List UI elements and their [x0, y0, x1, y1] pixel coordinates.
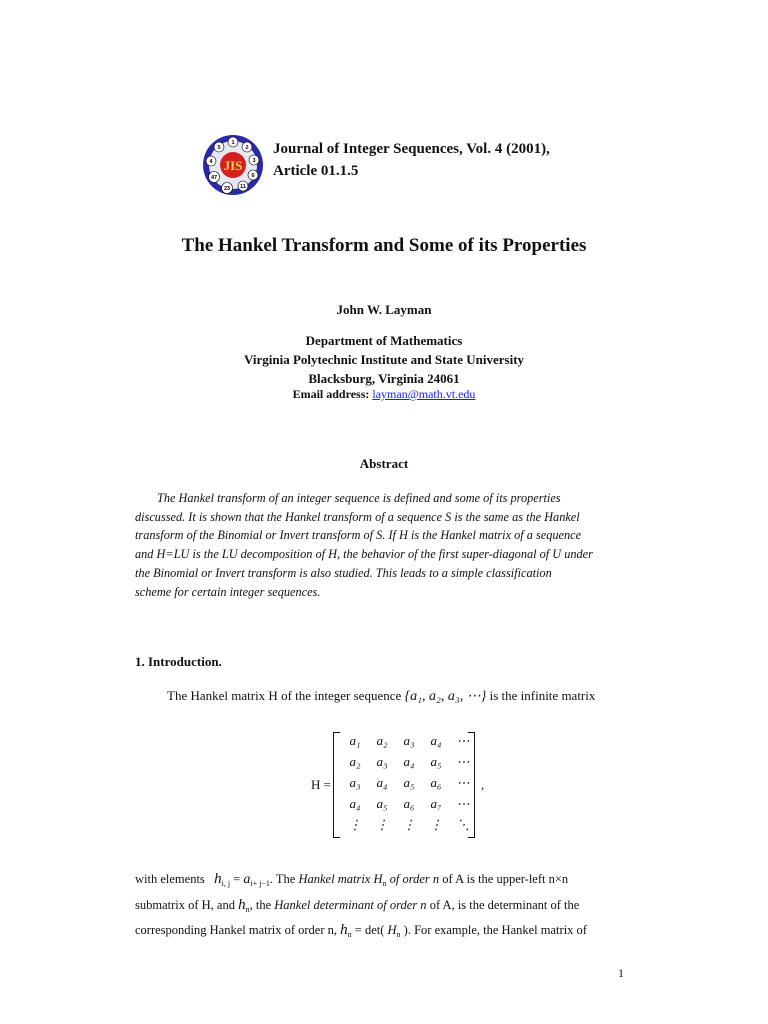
symbol-h-sub: n	[245, 905, 250, 914]
journal-citation-line2: Article 01.1.5	[273, 163, 359, 179]
abstract-line: transform of the Binomial or Invert transform of S. If H is the Hankel matrix of a sequence	[135, 528, 582, 543]
journal-logo	[201, 133, 265, 197]
matrix-cell: ⋮	[429, 817, 443, 832]
matrix-cell: ⋯	[456, 796, 470, 811]
intro-sentence	[167, 688, 683, 705]
logo-number: 5	[217, 145, 221, 151]
matrix-cell: a₄	[403, 754, 415, 769]
matrix-cell: a₅	[403, 775, 415, 790]
paragraph-line-2	[135, 897, 651, 914]
email-label: Email address:	[292, 387, 370, 401]
abstract-text	[135, 489, 651, 601]
matrix-cell: ⋯	[456, 733, 470, 748]
matrix-cell: a₂	[376, 733, 388, 748]
abstract-line: the Binomial or Invert transform is also studied. This leads to a simple classification	[135, 565, 552, 580]
logo-number: 3	[252, 158, 256, 164]
text-segment: of A, is the determinant of the	[429, 898, 580, 912]
logo-number: 2	[245, 145, 249, 151]
email-line	[0, 387, 768, 402]
symbol-H-sub: n	[396, 930, 401, 939]
symbol-h: h	[238, 897, 246, 913]
abstract-line: discussed. It is shown that the Hankel transform of a sequence S is the same as the Hankel	[135, 509, 580, 524]
journal-citation-line1: Journal of Integer Sequences, Vol. 4 (2001),	[273, 141, 550, 157]
author-name: John W. Layman	[336, 302, 432, 317]
abstract-line: and H=LU is the LU decomposition of H, the behavior of the first super-diagonal of U under	[135, 547, 593, 562]
matrix-cell: a₅	[430, 754, 442, 769]
matrix-cell: ⋮	[402, 817, 416, 832]
symbol-H: H	[387, 923, 397, 937]
text-segment: . The	[269, 872, 296, 886]
matrix-cell: a₆	[403, 796, 415, 811]
logo-number: 11	[240, 184, 246, 190]
symbol-H-sub: n	[382, 879, 387, 888]
text-segment: = det(	[354, 923, 385, 937]
matrix-cell: a₃	[403, 733, 415, 748]
affiliation-block	[0, 331, 768, 388]
symbol-h-sub: n	[347, 930, 352, 939]
section-heading-introduction: 1. Introduction.	[135, 654, 222, 669]
logo-number: 47	[210, 175, 218, 181]
matrix-cell: a₃	[349, 775, 361, 790]
matrix-cell: a₆	[430, 775, 442, 790]
logo-number: 1	[231, 140, 235, 146]
matrix-cell: a₄	[349, 796, 361, 811]
hankel-matrix	[333, 730, 475, 840]
matrix-cell: ⋮	[375, 817, 389, 832]
formula-a-sub: i+ j−1	[250, 879, 270, 888]
matrix-trailing-comma: ,	[481, 777, 485, 792]
affiliation-institution: Virginia Polytechnic Institute and State University	[243, 352, 525, 367]
page-number: 1	[618, 966, 624, 980]
abstract-heading: Abstract	[359, 456, 409, 471]
matrix-cell: ⋯	[456, 775, 470, 790]
term-hankel-matrix: Hankel matrix	[298, 872, 371, 886]
text-segment: of A is the upper-left n×n	[442, 872, 569, 886]
term-hankel-determinant: Hankel determinant of order n	[274, 898, 427, 912]
affiliation-address: Blacksburg, Virginia 24061	[308, 371, 460, 386]
logo-number: 4	[209, 159, 213, 165]
matrix-cell: ⋱	[456, 817, 470, 832]
symbol-H: H	[373, 872, 383, 886]
formula-h-sub: i, j	[221, 879, 231, 888]
text-segment: ). For example, the Hankel matrix of	[403, 923, 587, 937]
text-segment: corresponding Hankel matrix of order n,	[135, 923, 338, 937]
paper-title: The Hankel Transform and Some of its Properties	[181, 235, 587, 256]
formula-h: h	[214, 871, 222, 887]
jis-logo-graphic	[201, 133, 265, 197]
sequence-formula: {a₁, a₂, a₃, ⋯}	[404, 689, 487, 704]
formula-equals: =	[230, 872, 244, 886]
email-link[interactable]: layman@math.vt.edu	[372, 387, 476, 401]
matrix-cell: ⋮	[348, 817, 362, 832]
intro-text-before: The Hankel matrix H of the integer sequence	[167, 688, 402, 703]
abstract-line: The Hankel transform of an integer sequence is defined and some of its properties	[157, 491, 561, 505]
matrix-cell: a₇	[430, 796, 442, 811]
matrix-left-bracket	[333, 732, 340, 838]
matrix-cell: a₁	[349, 733, 361, 748]
matrix-cell: a₄	[376, 775, 388, 790]
formula-a: a	[243, 872, 251, 887]
matrix-cell: a₅	[376, 796, 388, 811]
text-segment: , the	[249, 898, 272, 912]
matrix-cell: ⋯	[456, 754, 470, 769]
matrix-label: H =	[311, 777, 331, 792]
logo-number: 23	[223, 186, 231, 192]
paragraph-line-1	[135, 871, 651, 888]
matrix-cell: a₄	[430, 733, 442, 748]
logo-number: 6	[251, 173, 255, 179]
term-of-order-n: of order n	[389, 872, 440, 886]
symbol-h: h	[340, 922, 348, 938]
logo-text: JIS	[223, 158, 243, 173]
matrix-cell: a₂	[349, 754, 361, 769]
matrix-cell: a₃	[376, 754, 388, 769]
intro-text-after: is the infinite matrix	[489, 688, 596, 703]
affiliation-department: Department of Mathematics	[305, 333, 463, 348]
abstract-line: scheme for certain integer sequences.	[135, 584, 321, 599]
paragraph-line-3	[135, 922, 651, 939]
text-segment: with elements	[135, 872, 205, 886]
text-segment: submatrix of H, and	[135, 898, 235, 912]
